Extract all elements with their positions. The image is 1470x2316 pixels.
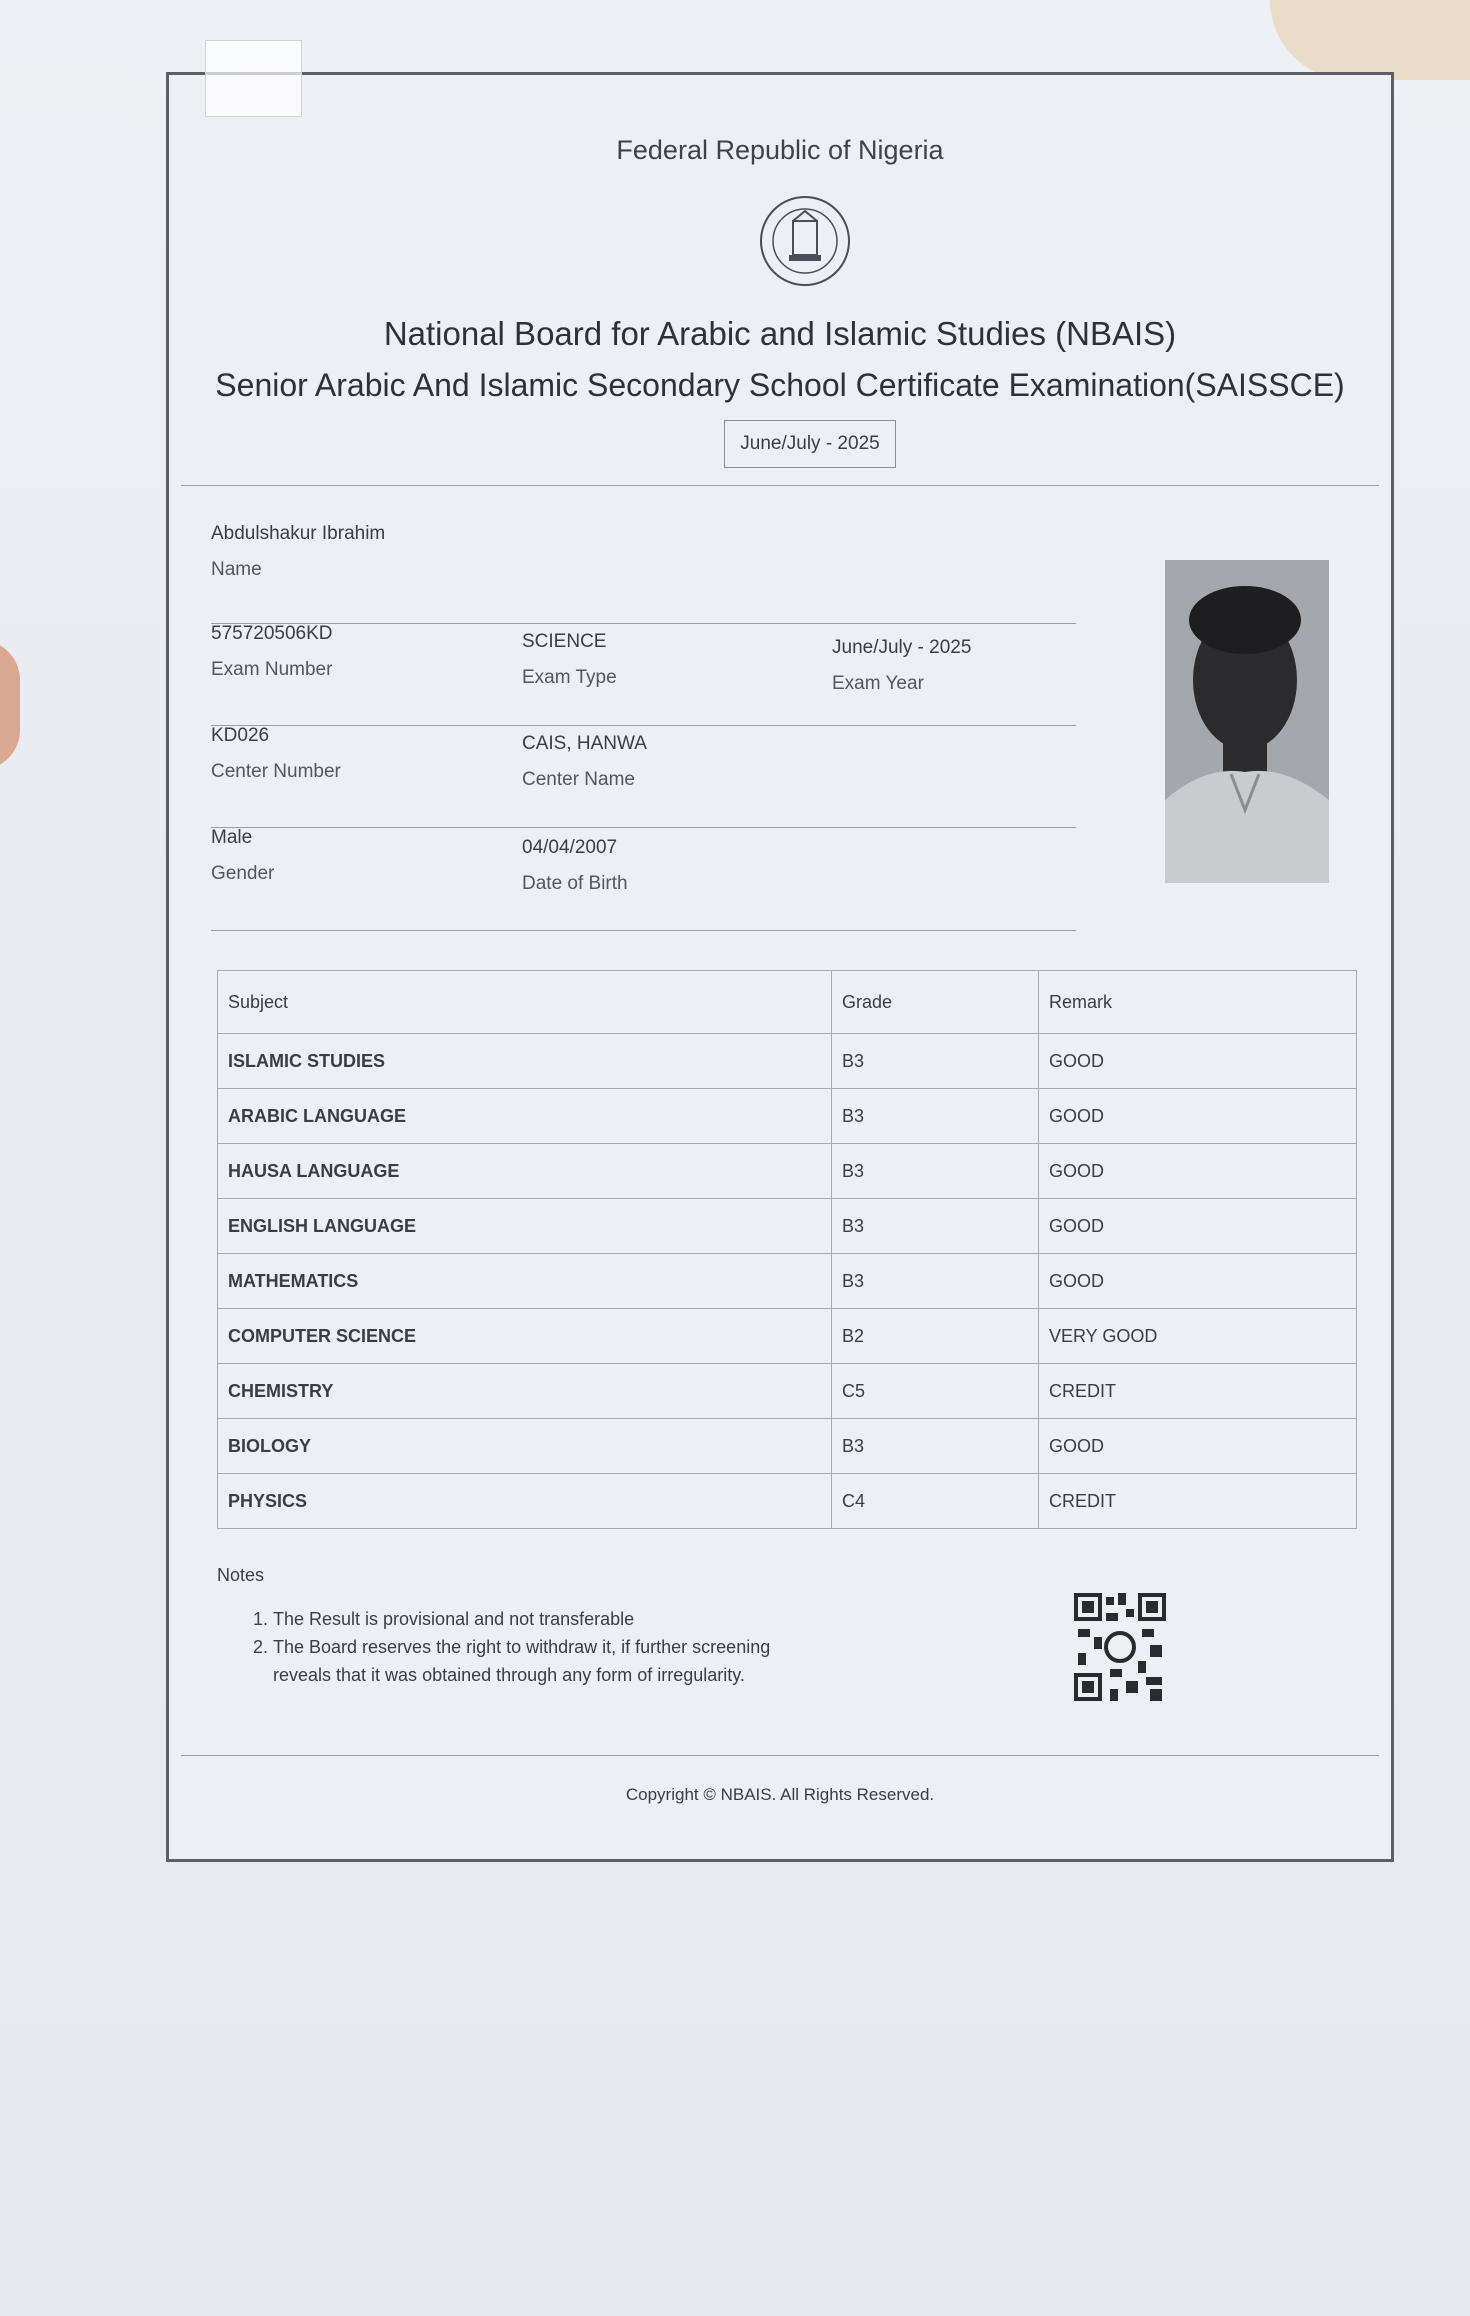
center-number-label: Center Number	[211, 761, 341, 782]
grade-cell: B2	[832, 1309, 1039, 1364]
exam-title: Senior Arabic And Islamic Secondary School Certificate Examination(SAISSCE)	[215, 367, 1345, 403]
copyright-text: Copyright © NBAIS. All Rights Reserved.	[625, 1785, 935, 1804]
table-row	[218, 1419, 1357, 1474]
row-divider	[211, 930, 1076, 931]
remark-cell: GOOD	[1039, 1254, 1357, 1309]
grade-cell: B3	[832, 1034, 1039, 1089]
exam-number-label: Exam Number	[211, 659, 333, 680]
center-number-field	[211, 725, 341, 783]
subject-header: Subject	[218, 971, 832, 1034]
board-title: National Board for Arabic and Islamic Studies (NBAIS)	[383, 315, 1177, 352]
remark-cell: GOOD	[1039, 1089, 1357, 1144]
subject-cell: PHYSICS	[218, 1474, 832, 1529]
table-row	[218, 1034, 1357, 1089]
note-item: 2. The Board reserves the right to withdraw it, if further screening reveals that it was obtained through any form of irregularity.	[273, 1633, 833, 1689]
nbais-seal-icon	[759, 195, 851, 287]
name-field	[211, 523, 385, 581]
row-divider	[211, 827, 1076, 828]
center-name-label: Center Name	[522, 769, 635, 790]
grade-cell: B3	[832, 1144, 1039, 1199]
grade-cell: B3	[832, 1199, 1039, 1254]
subject-cell: ISLAMIC STUDIES	[218, 1034, 832, 1089]
notes-list	[249, 1605, 833, 1689]
dob-value: 04/04/2007	[522, 837, 618, 858]
remark-cell: GOOD	[1039, 1199, 1357, 1254]
remark-cell: CREDIT	[1039, 1364, 1357, 1419]
exam-type-field	[522, 631, 617, 689]
dob-label: Date of Birth	[522, 873, 628, 894]
exam-year-label: Exam Year	[832, 673, 924, 694]
exam-number-field	[211, 623, 333, 681]
grade-cell: C5	[832, 1364, 1039, 1419]
name-value: Abdulshakur Ibrahim	[211, 523, 386, 544]
center-name-value: CAIS, HANWA	[522, 733, 647, 754]
session-badge: June/July - 2025	[724, 420, 896, 468]
remark-cell: VERY GOOD	[1039, 1309, 1357, 1364]
footer-divider	[181, 1755, 1379, 1756]
note-item: 1. The Result is provisional and not transferable	[273, 1605, 833, 1633]
grade-cell: B3	[832, 1254, 1039, 1309]
table-row	[218, 1254, 1357, 1309]
grade-cell: B3	[832, 1089, 1039, 1144]
table-row	[218, 1474, 1357, 1529]
table-row	[218, 1364, 1357, 1419]
table-row	[218, 1144, 1357, 1199]
remark-cell: GOOD	[1039, 1144, 1357, 1199]
subject-cell: BIOLOGY	[218, 1419, 832, 1474]
gender-field	[211, 827, 274, 885]
gender-value: Male	[211, 827, 253, 848]
tape-strip	[205, 40, 302, 117]
table-row	[218, 1199, 1357, 1254]
republic-heading: Federal Republic of Nigeria	[616, 135, 944, 165]
gender-label: Gender	[211, 863, 275, 884]
grade-header: Grade	[832, 971, 1039, 1034]
results-header-row	[218, 971, 1357, 1034]
subject-cell: ENGLISH LANGUAGE	[218, 1199, 832, 1254]
table-row	[218, 1309, 1357, 1364]
center-name-field	[522, 733, 647, 791]
row-divider	[211, 623, 1076, 624]
grade-cell: B3	[832, 1419, 1039, 1474]
remark-cell: GOOD	[1039, 1419, 1357, 1474]
subject-cell: ARABIC LANGUAGE	[218, 1089, 832, 1144]
portrait-image	[1165, 560, 1329, 883]
result-slip	[166, 72, 1394, 1862]
exam-type-value: SCIENCE	[522, 631, 607, 652]
subject-cell: MATHEMATICS	[218, 1254, 832, 1309]
subject-cell: CHEMISTRY	[218, 1364, 832, 1419]
results-table	[217, 970, 1357, 1529]
table-row	[218, 1089, 1357, 1144]
dob-field	[522, 837, 628, 895]
candidate-photo	[1165, 560, 1329, 883]
remark-cell: GOOD	[1039, 1034, 1357, 1089]
exam-year-field	[832, 637, 971, 695]
exam-number-value: 575720506KD	[211, 623, 333, 644]
grade-cell: C4	[832, 1474, 1039, 1529]
remark-header: Remark	[1039, 971, 1357, 1034]
remark-cell: CREDIT	[1039, 1474, 1357, 1529]
qr-code-icon	[1074, 1593, 1166, 1701]
exam-type-label: Exam Type	[522, 667, 617, 688]
notes-heading: Notes	[217, 1565, 265, 1585]
name-label: Name	[211, 559, 262, 580]
header-divider	[181, 485, 1379, 486]
center-number-value: KD026	[211, 725, 270, 746]
exam-year-value: June/July - 2025	[832, 637, 972, 658]
subject-cell: HAUSA LANGUAGE	[218, 1144, 832, 1199]
subject-cell: COMPUTER SCIENCE	[218, 1309, 832, 1364]
